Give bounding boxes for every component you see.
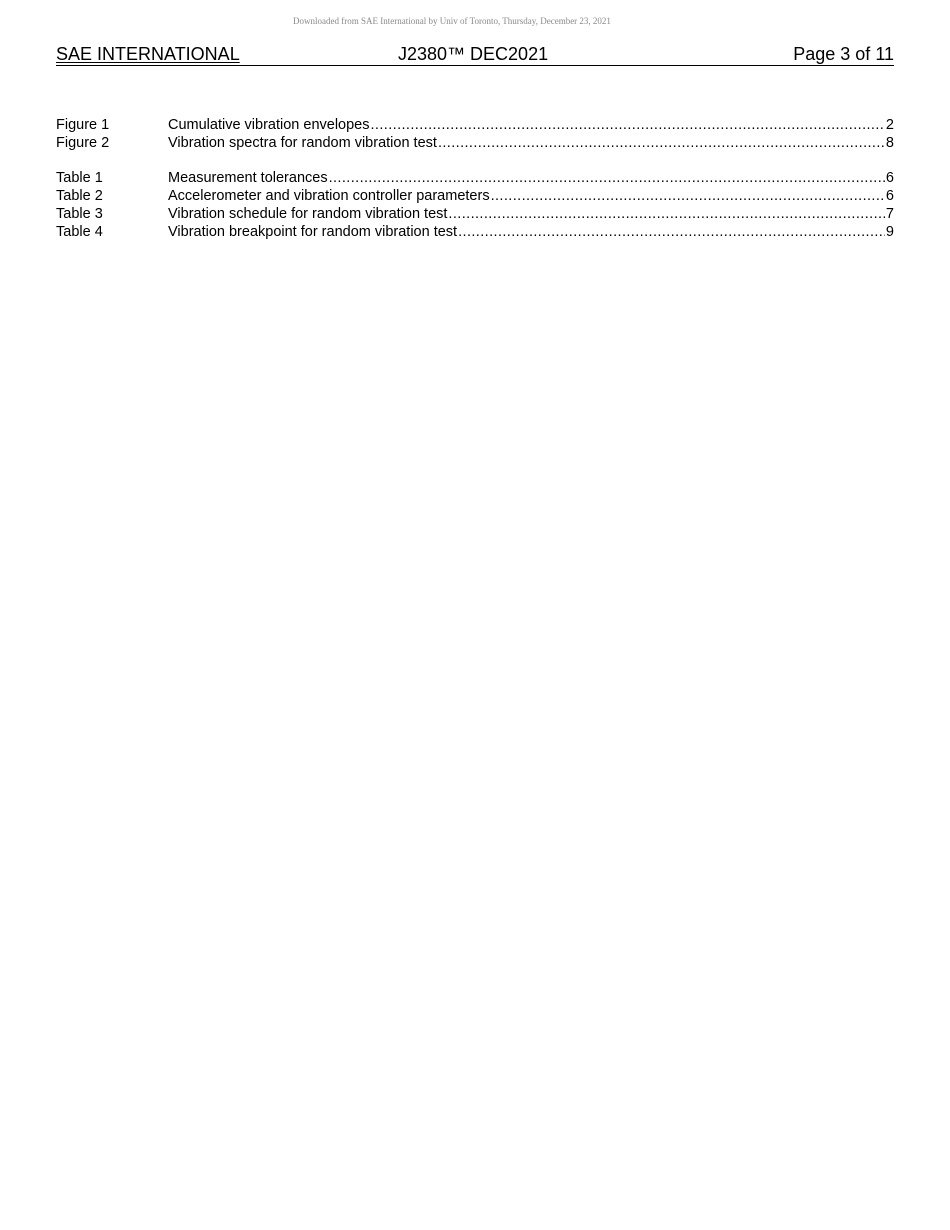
toc-entry-page: 9 [885, 224, 894, 240]
toc-entry-title: Vibration spectra for random vibration test [168, 135, 437, 151]
toc-entry-table-1[interactable] [56, 169, 894, 187]
toc-entry-page: 8 [885, 135, 894, 151]
toc-entry-figure-2[interactable] [56, 134, 894, 152]
toc-entry-title: Cumulative vibration envelopes [168, 117, 370, 133]
toc-entry-label: Table 1 [56, 170, 103, 186]
toc-entry-table-3[interactable] [56, 205, 894, 223]
toc-entry-table-4[interactable] [56, 223, 894, 241]
toc-entry-title: Vibration breakpoint for random vibration test [168, 224, 458, 240]
toc-entry-figure-1[interactable] [56, 116, 894, 134]
toc-entry-table-2[interactable] [56, 187, 894, 205]
dot-leader [438, 134, 885, 152]
dot-leader [458, 223, 885, 241]
list-of-tables [56, 169, 894, 241]
toc-entry-label: Table 3 [56, 206, 103, 222]
toc-entry-title: Vibration schedule for random vibration test [168, 206, 448, 222]
toc-entry-label: Table 2 [56, 188, 103, 204]
dot-leader [448, 205, 885, 223]
dot-leader [329, 169, 885, 187]
document-id: J2380™ DEC2021 [398, 44, 549, 64]
toc-entry-label: Table 4 [56, 224, 103, 240]
running-header [56, 43, 894, 66]
page-number: Page 3 of 11 [793, 44, 894, 64]
toc-entry-page: 2 [885, 117, 894, 133]
toc-entry-page: 6 [885, 188, 894, 204]
toc-entry-title: Measurement tolerances [168, 170, 328, 186]
toc-entry-title: Accelerometer and vibration controller parameters [168, 188, 490, 204]
list-of-figures [56, 116, 894, 152]
toc-entry-label: Figure 2 [56, 135, 110, 151]
organization-name: SAE INTERNATIONAL [56, 44, 240, 64]
toc-entry-page: 7 [885, 206, 894, 222]
toc-entry-page: 6 [885, 170, 894, 186]
download-watermark: Downloaded from SAE International by Univ of Toronto, Thursday, December 23, 2021 [293, 16, 611, 26]
dot-leader [491, 187, 885, 205]
dot-leader [371, 116, 885, 134]
toc-entry-label: Figure 1 [56, 117, 110, 133]
